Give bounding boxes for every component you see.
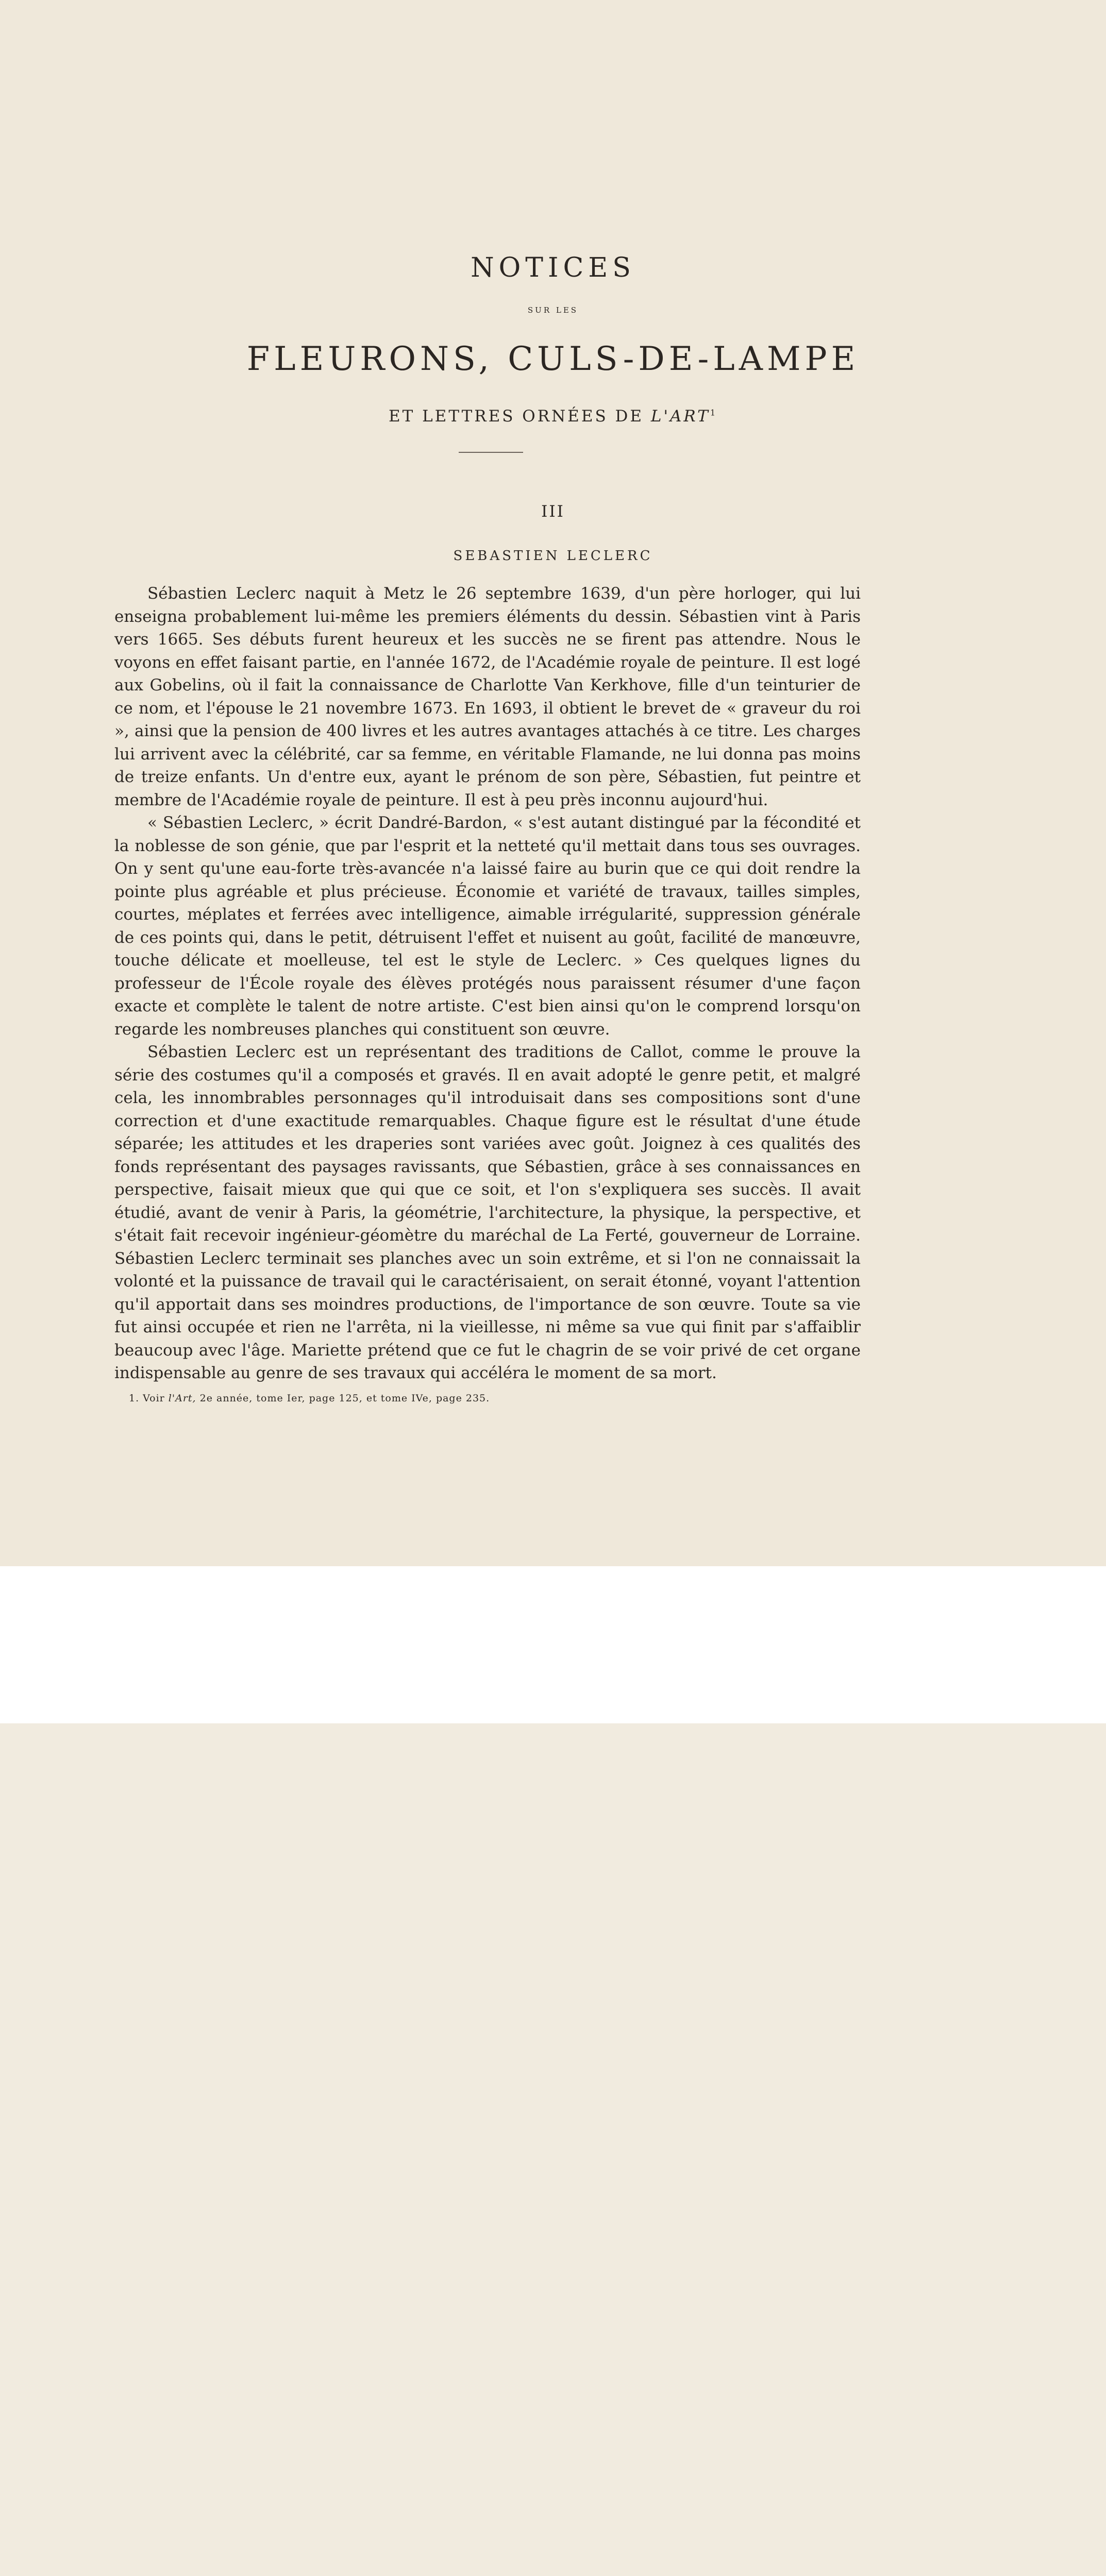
footnote [129, 1393, 850, 1404]
footnote-rest: 2e année, tome Ier, page 125, et tome IVe, page 235. [199, 1393, 490, 1404]
title-lettres-prefix: ET LETTRES ORNÉES DE [388, 407, 644, 426]
section-author: SEBASTIEN LECLERC [453, 548, 653, 564]
title-lettres [0, 407, 1106, 426]
viewer-footer [0, 1566, 1106, 1723]
paragraph: Sébastien Leclerc naquit à Metz le 26 septembre 1639, d'un père horloger, qui lui enseigna probablement lui-même les premiers éléments du dessin. Sébastien vint à Paris vers 1665. Ses débuts furent heureux et les succès ne se firent pas attendre. Nous le voyons en effet faisant partie, en l'année 1672, de l'Académie royale de peinture. Il est logé aux Gobelins, où il fait la connaissance de Charlotte Van Kerkhove, fille d'un teinturier de ce nom, et l'épouse le 21 novembre 1673. En 1693, il obtient le brevet de « graveur du roi », ainsi que la pension de 400 livres et les autres avantages attachés à ce titre. Les charges lui arrivent avec la célébrité, car sa femme, en véritable Flamande, ne lui donna pas moins de treize enfants. Un d'entre eux, ayant le prénom de son père, Sébastien, fut peintre et membre de l'Académie royale de peinture. Il est à peu près inconnu aujourd'hui. [114, 584, 861, 809]
article-body [114, 582, 861, 1385]
footnote-art: l'Art, [168, 1393, 196, 1404]
paragraph: « Sébastien Leclerc, » écrit Dandré-Bardon, « s'est autant distingué par la fécondité et la noblesse de son génie, que par l'esprit et la netteté qu'il mettait dans tous ses ouvrages. On y sent qu'une eau-forte très-avancée n'a laissé faire au burin que ce qui doit rendre la pointe plus agréable et plus précieuse. Économie et variété de travaux, tailles simples, courtes, méplates et ferrées avec intelligence, aimable irrégularité, suppression générale de ces points qui, dans le petit, détruisent l'effet et nuisent au goût, facilité de manœuvre, touche délicate et moelleuse, tel est le style de Leclerc. » Ces quelques lignes du professeur de l'École royale des élèves protégés nous paraissent résumer d'une façon exacte et complète le talent de notre artiste. C'est bien ainsi qu'on le comprend lorsqu'on regarde les nombreuses planches qui constituent son œuvre. [114, 814, 861, 1039]
footnote-mark: 1 [710, 408, 718, 418]
title-lettres-art: L'ART [650, 407, 710, 426]
section-number: III [541, 502, 565, 521]
title-fleurons: FLEURONS, CULS-DE-LAMPE [246, 340, 860, 378]
separator-rule [459, 452, 523, 453]
paragraph: Sébastien Leclerc est un représentant des traditions de Callot, comme le prouve la série des costumes qu'il a composés et gravés. Il en avait adopté le genre petit, et malgré cela, les innombrables personnages qu'il introduisait dans ses compositions sont d'une correction et d'une exactitude remarquables. Chaque figure est le résultat d'une étude séparée; les attitudes et les draperies sont variées avec goût. Joignez à ces qualités des fonds représentant des paysages ravissants, que Sébastien, grâce à ses connaissances en perspective, faisait mieux que qui que ce soit, et l'on s'expliquera ses succès. Il avait étudié, avant de venir à Paris, la géométrie, l'architecture, la physique, la perspective, et s'était fait recevoir ingénieur-géomètre du maréchal de La Ferté, gouverneur de Lorraine. Sébastien Leclerc terminait ses planches avec un soin extrême, et si l'on ne connaissait la volonté et la puissance de travail qui le caractérisaient, on serait étonné, voyant l'attention qu'il apportait dans ses moindres productions, de l'importance de son œuvre. Toute sa vie fut ainsi occupée et rien ne l'arrêta, ni la vieillesse, ni même sa vue qui finit par s'affaiblir beaucoup avec l'âge. Mariette prétend que ce fut le chagrin de se voir privé de cet organe indispensable au genre de ses travaux qui accéléra le moment de sa mort. [114, 1043, 861, 1382]
title-notices: NOTICES [471, 252, 635, 283]
title-sur-les: SUR LES [527, 306, 579, 315]
footnote-prefix: 1. Voir [129, 1393, 165, 1404]
